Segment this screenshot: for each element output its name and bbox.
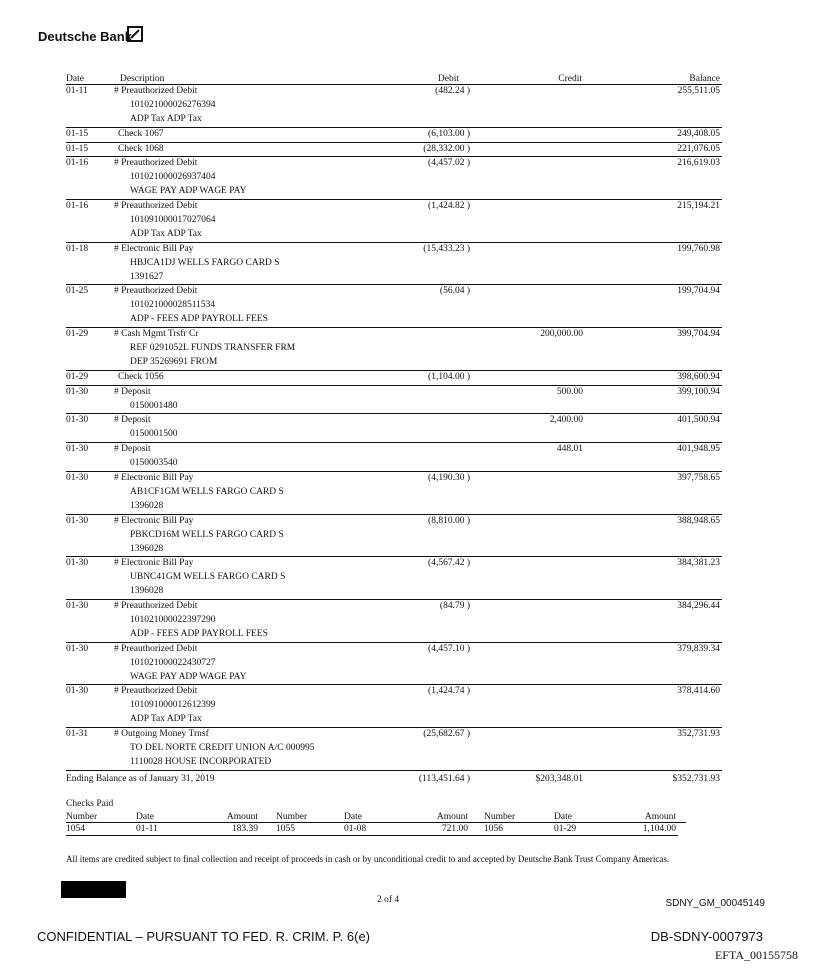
checks-row-underline xyxy=(66,835,678,836)
transaction-debit: (4,567.42 ) xyxy=(428,558,470,569)
checks-amount-header: Amount xyxy=(644,812,676,822)
col-balance-header: Balance xyxy=(689,74,720,84)
transaction-debit: (1,424.74 ) xyxy=(428,686,470,697)
transaction-description: # Preauthorized Debit xyxy=(114,286,198,297)
transaction-date: 01-29 xyxy=(66,329,89,340)
transaction-detail: ADP Tax ADP Tax xyxy=(130,714,202,725)
transaction-balance: 398,600.94 xyxy=(677,371,720,382)
transaction-description: # Outgoing Money Trnsf xyxy=(114,729,209,740)
transaction-detail: UBNC41GM WELLS FARGO CARD S xyxy=(130,572,286,583)
transaction-detail: 101021000026276394 xyxy=(130,99,216,110)
transaction-line xyxy=(66,728,722,742)
transaction-row xyxy=(66,200,722,243)
transaction-detail: PBKCD16M WELLS FARGO CARD S xyxy=(130,529,284,540)
transaction-line xyxy=(66,457,722,471)
transaction-description: # Electronic Bill Pay xyxy=(114,515,194,526)
bank-logo-icon xyxy=(127,26,143,42)
transaction-row xyxy=(66,443,722,472)
transaction-line xyxy=(66,742,722,756)
transaction-date: 01-31 xyxy=(66,729,89,740)
check-number: 1054 xyxy=(66,824,85,834)
transaction-line xyxy=(66,228,722,242)
transaction-balance: 399,704.94 xyxy=(677,329,720,340)
transaction-balance: 388,948.65 xyxy=(677,515,720,526)
transaction-debit: (4,457.02 ) xyxy=(428,158,470,169)
transaction-description: Check 1067 xyxy=(118,128,164,139)
transaction-balance: 401,948.95 xyxy=(677,444,720,455)
transaction-row xyxy=(66,728,722,771)
transaction-detail: 1396028 xyxy=(130,500,164,511)
col-credit-header: Credit xyxy=(558,74,582,84)
checks-amount-header: Amount xyxy=(436,812,468,822)
sdny-gm-stamp: SDNY_GM_00045149 xyxy=(665,898,765,909)
transaction-debit: (6,103.00 ) xyxy=(428,128,470,139)
transaction-debit: (4,190.30 ) xyxy=(428,473,470,484)
transaction-row xyxy=(66,643,722,686)
transaction-detail: ADP Tax ADP Tax xyxy=(130,113,202,124)
transaction-line xyxy=(66,443,722,457)
ending-credit: $203,348.01 xyxy=(535,773,583,784)
transaction-balance: 255,511.05 xyxy=(677,86,720,96)
transaction-detail: AB1CF1GM WELLS FARGO CARD S xyxy=(130,486,284,497)
confidential-stamp: CONFIDENTIAL – PURSUANT TO FED. R. CRIM. P. 6(e) xyxy=(37,929,371,944)
transaction-detail: TO DEL NORTE CREDIT UNION A/C 000995 xyxy=(130,742,315,753)
checks-paid-title: Checks Paid xyxy=(66,799,114,809)
transaction-description: # Deposit xyxy=(114,444,151,455)
transaction-date: 01-30 xyxy=(66,473,89,484)
transaction-detail: 0150001480 xyxy=(130,400,178,411)
transaction-date: 01-30 xyxy=(66,558,89,569)
transaction-balance: 221,076.05 xyxy=(677,143,720,154)
transaction-detail: 101021000026937404 xyxy=(130,172,216,183)
transaction-balance: 199,704.94 xyxy=(677,286,720,297)
transaction-date: 01-15 xyxy=(66,143,89,154)
transaction-date: 01-18 xyxy=(66,243,89,254)
check-date: 01-11 xyxy=(136,824,158,834)
checks-number-header: Number xyxy=(276,812,308,822)
transaction-date: 01-11 xyxy=(66,86,88,96)
transaction-balance: 379,839.34 xyxy=(677,643,720,654)
transaction-line xyxy=(66,486,722,500)
transaction-detail: 0150003540 xyxy=(130,458,178,469)
transaction-line xyxy=(66,713,722,727)
transaction-line xyxy=(66,328,722,342)
db-sdny-stamp: DB-SDNY-0007973 xyxy=(650,929,763,944)
transaction-row xyxy=(66,143,722,158)
transaction-row xyxy=(66,243,722,286)
transaction-line xyxy=(66,171,722,185)
transaction-detail: 1396028 xyxy=(130,543,164,554)
transaction-line xyxy=(66,342,722,356)
transaction-detail: ADP - FEES ADP PAYROLL FEES xyxy=(130,314,268,325)
transaction-detail: 101021000022430727 xyxy=(130,657,216,668)
transaction-description: # Cash Mgmt Trsfr Cr xyxy=(114,329,199,340)
transaction-detail: 101091000012612399 xyxy=(130,700,216,711)
transaction-line xyxy=(66,271,722,285)
transaction-description: Check 1056 xyxy=(118,371,164,382)
transaction-credit: 2,400.00 xyxy=(549,415,583,426)
efta-stamp: EFTA_00155758 xyxy=(714,948,798,962)
statement-table xyxy=(66,73,722,787)
transaction-description: Check 1068 xyxy=(118,143,164,154)
transaction-debit: (15,433.23 ) xyxy=(423,243,470,254)
transaction-description: # Preauthorized Debit xyxy=(114,86,198,96)
ending-label: Ending Balance as of January 31, 2019 xyxy=(66,773,215,784)
transaction-balance: 352,731.93 xyxy=(677,729,720,740)
transaction-credit: 500.00 xyxy=(556,386,583,397)
transaction-line xyxy=(66,671,722,685)
transaction-row xyxy=(66,386,722,415)
transaction-description: # Electronic Bill Pay xyxy=(114,558,194,569)
transaction-balance: 397,758.65 xyxy=(677,473,720,484)
transaction-line xyxy=(66,313,722,327)
transaction-line xyxy=(66,243,722,257)
transaction-date: 01-30 xyxy=(66,386,89,397)
transaction-balance: 216,619.03 xyxy=(677,158,720,169)
transaction-row xyxy=(66,414,722,443)
transaction-balance: 384,381.23 xyxy=(677,558,720,569)
transaction-row xyxy=(66,600,722,643)
transaction-description: # Preauthorized Debit xyxy=(114,158,198,169)
transaction-line xyxy=(66,428,722,442)
transaction-detail: DEP 35269691 FROM xyxy=(130,356,218,367)
transaction-detail: HBJCA1DJ WELLS FARGO CARD S xyxy=(130,257,280,268)
transaction-row xyxy=(66,328,722,371)
transaction-detail: ADP - FEES ADP PAYROLL FEES xyxy=(130,628,268,639)
transaction-debit: (56.04 ) xyxy=(439,286,470,297)
check-date: 01-29 xyxy=(554,824,577,834)
statement-header-row xyxy=(66,73,722,85)
check-number: 1056 xyxy=(484,824,503,834)
transaction-description: # Deposit xyxy=(114,415,151,426)
transaction-debit: (28,332.00 ) xyxy=(423,143,470,154)
transaction-line xyxy=(66,400,722,414)
transaction-date: 01-30 xyxy=(66,444,89,455)
footnote: All items are credited subject to final collection and receipt of proceeds in cash or by unconditional credit to and accepted by Deutsche Bank Trust Company Americas. xyxy=(66,854,670,864)
transaction-balance: 215,194.21 xyxy=(677,201,720,212)
transaction-detail: WAGE PAY ADP WAGE PAY xyxy=(130,671,247,682)
checks-amount-header: Amount xyxy=(226,812,258,822)
transaction-line xyxy=(66,600,722,614)
transaction-balance: 384,296.44 xyxy=(677,601,720,612)
transaction-line xyxy=(66,200,722,214)
ending-debit: (113,451.64 ) xyxy=(418,773,470,784)
transaction-line xyxy=(66,285,722,299)
transaction-row xyxy=(66,472,722,515)
transaction-line xyxy=(66,157,722,171)
transaction-line xyxy=(66,113,722,127)
transaction-line xyxy=(66,85,722,99)
check-date: 01-08 xyxy=(344,824,367,834)
transaction-row xyxy=(66,371,722,386)
checks-number-header: Number xyxy=(66,812,98,822)
transaction-line xyxy=(66,371,722,385)
col-description-header: Description xyxy=(120,74,165,84)
transaction-line xyxy=(66,657,722,671)
transaction-debit: (1,424.82 ) xyxy=(428,201,470,212)
transaction-line xyxy=(66,614,722,628)
transaction-detail: 1396028 xyxy=(130,586,164,597)
transaction-line xyxy=(66,699,722,713)
transaction-line xyxy=(66,414,722,428)
ending-balance: $352,731.93 xyxy=(672,773,720,784)
transaction-description: # Preauthorized Debit xyxy=(114,201,198,212)
transaction-description: # Electronic Bill Pay xyxy=(114,473,194,484)
transaction-line xyxy=(66,257,722,271)
transaction-row xyxy=(66,285,722,328)
checks-paid-header xyxy=(66,811,686,823)
bank-name: Deutsche Bank xyxy=(38,29,132,44)
transaction-line xyxy=(66,143,722,157)
transaction-line xyxy=(66,356,722,370)
transaction-debit: (25,682.67 ) xyxy=(423,729,470,740)
check-number: 1055 xyxy=(276,824,295,834)
transaction-row xyxy=(66,128,722,143)
transaction-detail: 101021000028511534 xyxy=(130,300,216,311)
transaction-date: 01-30 xyxy=(66,515,89,526)
checks-date-header: Date xyxy=(344,812,362,822)
transaction-detail: WAGE PAY ADP WAGE PAY xyxy=(130,186,247,197)
transaction-row xyxy=(66,515,722,558)
transaction-line xyxy=(66,543,722,557)
transaction-line xyxy=(66,472,722,486)
page-number: 2 of 4 xyxy=(377,895,400,905)
redaction-box xyxy=(61,881,126,898)
transaction-detail: 0150001500 xyxy=(130,429,178,440)
transaction-line xyxy=(66,585,722,599)
transaction-line xyxy=(66,571,722,585)
transaction-debit: (8,810.00 ) xyxy=(428,515,470,526)
transaction-debit: (1,104.00 ) xyxy=(428,371,470,382)
transaction-date: 01-30 xyxy=(66,415,89,426)
transaction-date: 01-16 xyxy=(66,201,89,212)
transaction-row xyxy=(66,85,722,128)
transaction-description: # Preauthorized Debit xyxy=(114,686,198,697)
transaction-date: 01-30 xyxy=(66,643,89,654)
transaction-detail: ADP Tax ADP Tax xyxy=(130,228,202,239)
transaction-line xyxy=(66,515,722,529)
transaction-line xyxy=(66,214,722,228)
checks-date-header: Date xyxy=(554,812,572,822)
check-amount: 183.39 xyxy=(231,824,258,834)
col-debit-header: Debit xyxy=(437,74,459,84)
transaction-line xyxy=(66,756,722,770)
ending-balance-row xyxy=(66,771,722,787)
transaction-detail: 101091000017027064 xyxy=(130,215,216,226)
transaction-line xyxy=(66,386,722,400)
transaction-description: # Electronic Bill Pay xyxy=(114,243,194,254)
checks-paid-row xyxy=(66,823,686,835)
transaction-line xyxy=(66,500,722,514)
transaction-description: # Preauthorized Debit xyxy=(114,643,198,654)
transaction-line xyxy=(66,557,722,571)
transaction-debit: (482.24 ) xyxy=(435,86,470,96)
transaction-line xyxy=(66,643,722,657)
transaction-row xyxy=(66,157,722,200)
checks-paid-section xyxy=(66,797,686,835)
transaction-balance: 199,760.98 xyxy=(677,243,720,254)
transaction-line xyxy=(66,185,722,199)
transaction-balance: 378,414.60 xyxy=(677,686,720,697)
transaction-date: 01-29 xyxy=(66,371,89,382)
transaction-date: 01-25 xyxy=(66,286,89,297)
transaction-row xyxy=(66,685,722,728)
transaction-balance: 401,500.94 xyxy=(677,415,720,426)
transaction-credit: 200,000.00 xyxy=(540,329,583,340)
checks-number-header: Number xyxy=(484,812,516,822)
check-amount: 721.00 xyxy=(441,824,468,834)
transaction-detail: 1391627 xyxy=(130,271,164,282)
transaction-date: 01-30 xyxy=(66,686,89,697)
transaction-detail: 101021000022397290 xyxy=(130,614,216,625)
transaction-debit: (4,457.10 ) xyxy=(428,643,470,654)
transaction-detail: REF 0291052L FUNDS TRANSFER FRM xyxy=(130,343,296,354)
transaction-date: 01-15 xyxy=(66,128,89,139)
checks-date-header: Date xyxy=(136,812,154,822)
col-date-header: Date xyxy=(66,74,84,84)
transaction-row xyxy=(66,557,722,600)
statement-body xyxy=(66,85,722,771)
transaction-description: # Deposit xyxy=(114,386,151,397)
transaction-debit: (84.79 ) xyxy=(439,601,470,612)
transaction-line xyxy=(66,128,722,142)
transaction-balance: 399,100.94 xyxy=(677,386,720,397)
transaction-line xyxy=(66,628,722,642)
check-amount: 1,104.00 xyxy=(642,824,676,834)
transaction-date: 01-30 xyxy=(66,601,89,612)
transaction-line xyxy=(66,99,722,113)
transaction-description: # Preauthorized Debit xyxy=(114,601,198,612)
transaction-credit: 448.01 xyxy=(556,444,583,455)
transaction-balance: 249,408.05 xyxy=(677,128,720,139)
transaction-line xyxy=(66,529,722,543)
transaction-detail: 1110028 HOUSE INCORPORATED xyxy=(130,756,272,767)
transaction-line xyxy=(66,299,722,313)
transaction-line xyxy=(66,685,722,699)
transaction-date: 01-16 xyxy=(66,158,89,169)
